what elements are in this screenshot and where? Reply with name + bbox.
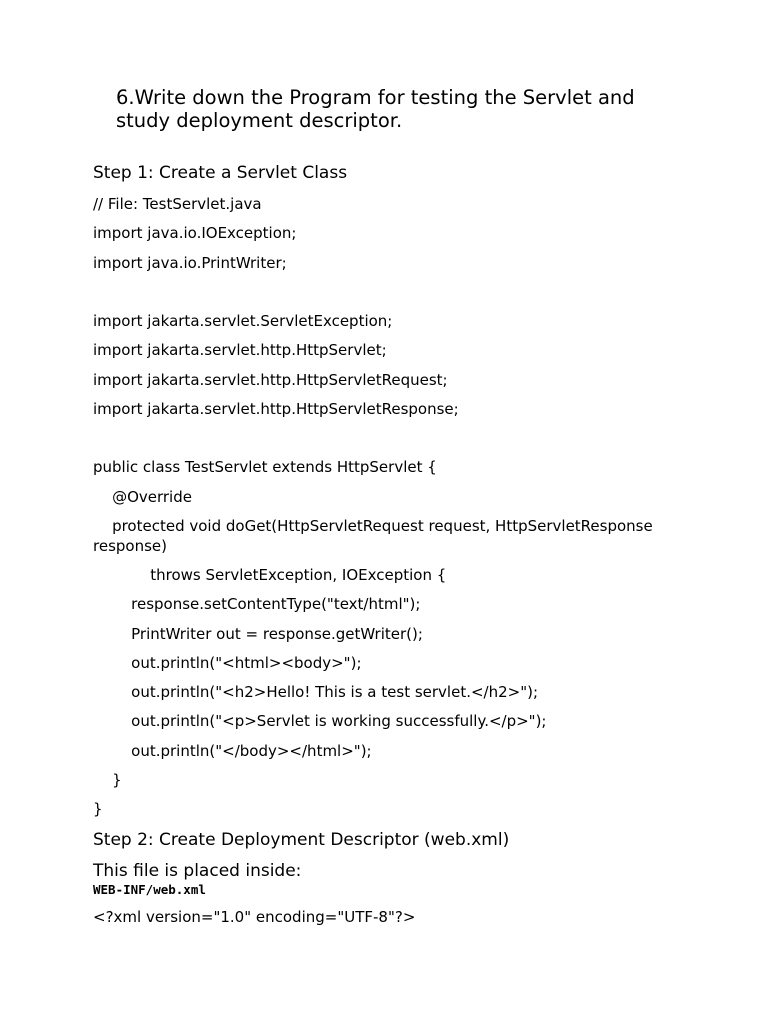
code-line: // File: TestServlet.java [93, 195, 262, 213]
code-line: } [93, 800, 103, 818]
step1-heading: Step 1: Create a Servlet Class [93, 163, 348, 183]
code-line: import java.io.PrintWriter; [93, 254, 287, 272]
code-line: response) [93, 537, 167, 555]
xml-declaration: <?xml version="1.0" encoding="UTF-8"?> [93, 908, 416, 926]
code-line: import jakarta.servlet.http.HttpServlet; [93, 341, 387, 359]
code-line: import jakarta.servlet.ServletException; [93, 312, 393, 330]
step2-heading: Step 2: Create Deployment Descriptor (web.xml) [93, 830, 510, 850]
code-line: @Override [93, 488, 192, 506]
code-line: out.println("<html><body>"); [93, 654, 362, 672]
code-line: import jakarta.servlet.http.HttpServletResponse; [93, 400, 459, 418]
code-line: public class TestServlet extends HttpServlet { [93, 458, 437, 476]
code-line: out.println("<p>Servlet is working successfully.</p>"); [93, 712, 547, 730]
code-line: import jakarta.servlet.http.HttpServletRequest; [93, 371, 448, 389]
code-line: protected void doGet(HttpServletRequest request, HttpServletResponse [93, 517, 653, 535]
placement-text: This file is placed inside: [93, 861, 302, 881]
code-line: PrintWriter out = response.getWriter(); [93, 625, 423, 643]
title-line-1: 6.Write down the Program for testing the Servlet and [116, 86, 635, 109]
file-path: WEB-INF/web.xml [93, 882, 206, 897]
code-line: response.setContentType("text/html"); [93, 595, 421, 613]
title-line-2: study deployment descriptor. [116, 109, 403, 132]
code-line: throws ServletException, IOException { [93, 566, 447, 584]
code-line: } [93, 771, 122, 789]
code-line: import java.io.IOException; [93, 224, 297, 242]
code-line: out.println("</body></html>"); [93, 742, 372, 760]
code-line: out.println("<h2>Hello! This is a test servlet.</h2>"); [93, 683, 539, 701]
page-title [116, 86, 716, 132]
